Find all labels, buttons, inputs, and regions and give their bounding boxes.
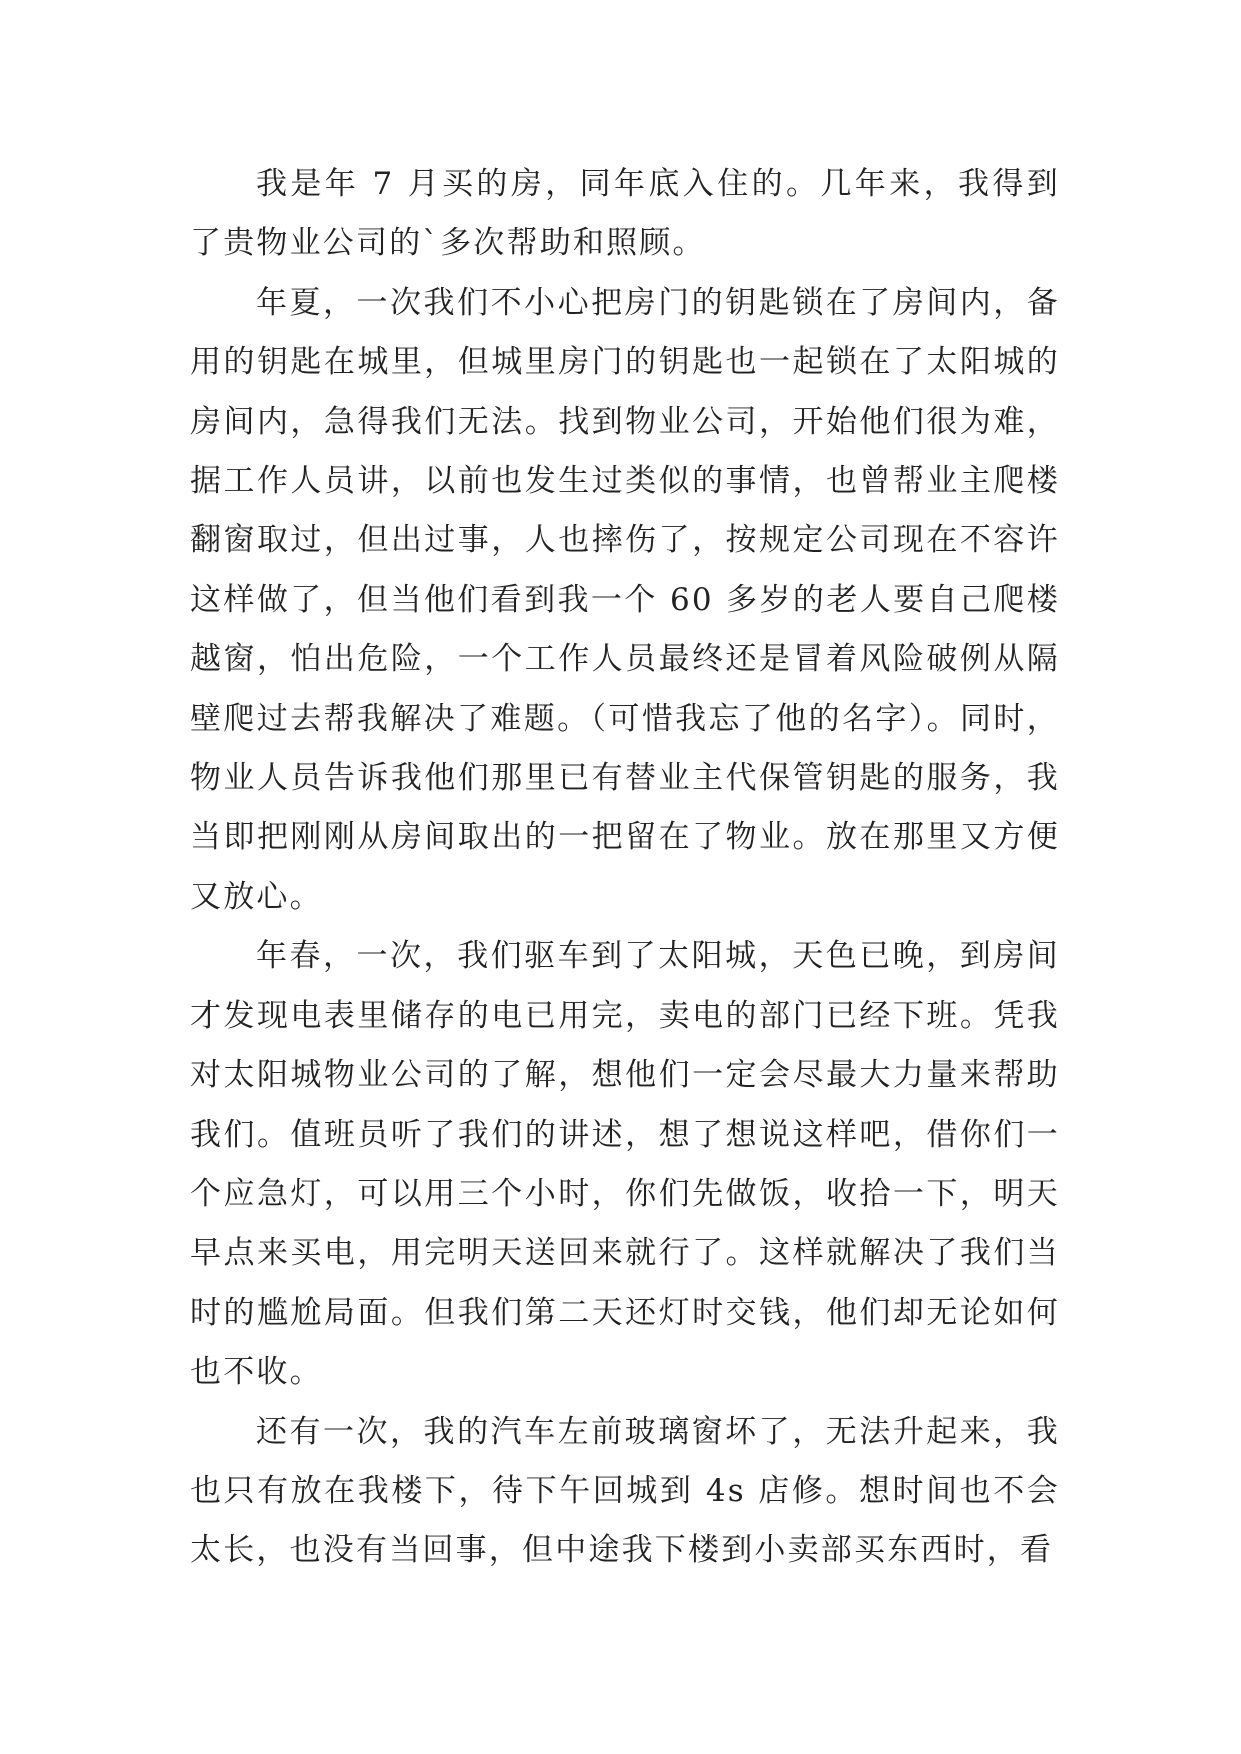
paragraph-3: 年春，一次，我们驱车到了太阳城，天色已晚，到房间才发现电表里储存的电已用完，卖电的部门已经下班。凭我对太阳城物业公司的了解，想他们一定会尽最大力量来帮助我们。值班员听了我们的讲述，想了想说这样吧，借你们一个应急灯，可以用三个小时，你们先做饭，收拾一下，明天早点来买电，用完明天送回来就行了。这样就解决了我们当时的尴尬局面。但我们第二天还灯时交钱，他们却无论如何也不收。: [190, 938, 1060, 1391]
paragraph-4: 还有一次，我的汽车左前玻璃窗坏了，无法升起来，我也只有放在我楼下，待下午回城到 4s 店修。想时间也不会太长，也没有当回事，但中途我下楼到小卖部买东西时，看: [190, 1413, 1060, 1569]
document-body: [190, 155, 1060, 1581]
paragraph-2: 年夏，一次我们不小心把房门的钥匙锁在了房间内，备用的钥匙在城里，但城里房门的钥匙也一起锁在了太阳城的房间内，急得我们无法。找到物业公司，开始他们很为难，据工作人员讲，以前也发生过类似的事情，也曾帮业主爬楼翻窗取过，但出过事，人也摔伤了，按规定公司现在不容许这样做了，但当他们看到我一个 60 多岁的老人要自己爬楼越窗，怕出危险，一个工作人员最终还是冒着风险破例从隔壁爬过去帮我解决了难题。（可惜我忘了他的名字）。同时，物业人员告诉我他们那里已有替业主代保管钥匙的服务，我当即把刚刚从房间取出的一把留在了物业。放在那里又方便又放心。: [190, 284, 1060, 915]
paragraph-1: 我是年 7 月买的房，同年底入住的。几年来，我得到了贵物业公司的`多次帮助和照顾。: [190, 166, 1060, 262]
